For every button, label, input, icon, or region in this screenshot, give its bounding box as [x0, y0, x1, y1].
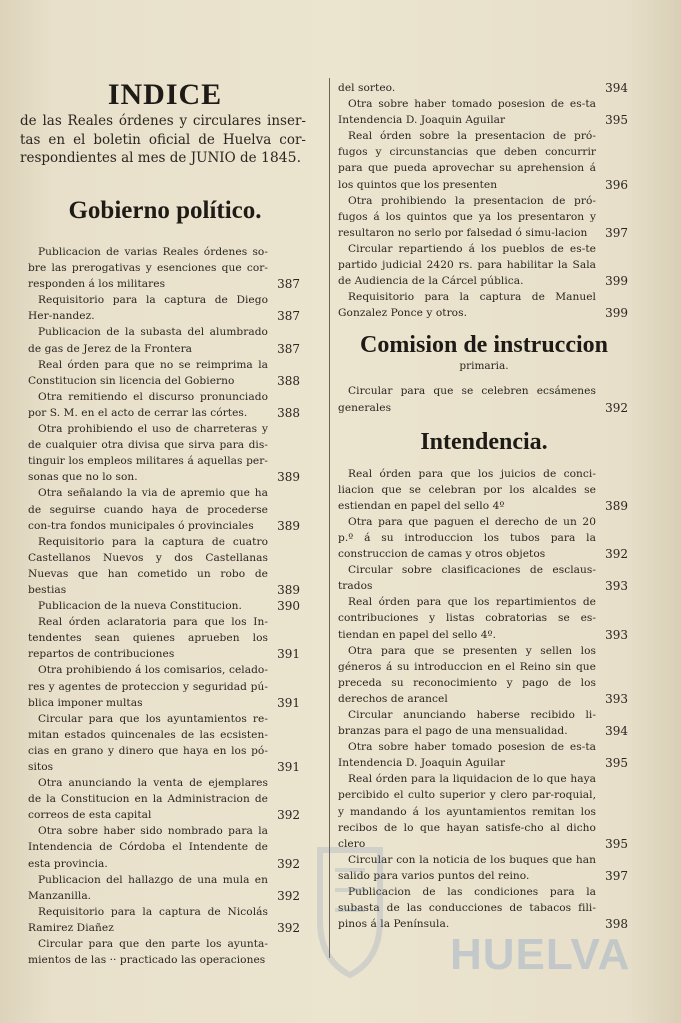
entry-page-number: 387: [277, 309, 300, 324]
entry-text: Circular sobre clasificaciones de esclaus-trados: [338, 564, 596, 593]
index-entry: [338, 739, 630, 771]
entry-text: Otra para que se presenten y sellen los géneros á su introduccion en el Reino sin que preceda su reconocimiento y pago de los derechos de arancel: [338, 644, 596, 705]
index-entry: [28, 614, 302, 662]
index-entry: [338, 241, 630, 289]
entry-text: Real órden para la liquidacion de lo que haya percibido el culto superior y clero par-roquial, y mandando á los ayuntamientos remitan los recibos de lo que hayan satisfe-cho al dicho clero: [338, 773, 596, 850]
entry-text: Real órden sobre la presentacion de pró-fugos y circunstancias que deben concurrir para que pueda aprovechar su aprehension á los quintos que los presenten: [338, 130, 596, 191]
entry-page-number: 395: [605, 113, 628, 128]
entry-text: Otra sobre haber tomado posesion de es-ta Intendencia D. Joaquin Aguilar: [338, 98, 596, 127]
index-entry: [28, 775, 302, 823]
entry-text: Otra sobre haber tomado posesion de es-ta Intendencia D. Joaquin Aguilar: [338, 741, 596, 770]
entry-page-number: 395: [605, 756, 628, 771]
subtitle-year: 1845.: [260, 150, 302, 166]
entry-page-number: 391: [277, 647, 300, 662]
index-entry: [338, 96, 630, 128]
entry-page-number: 389: [277, 518, 300, 533]
index-entry: [338, 514, 630, 562]
entry-page-number: 387: [277, 341, 300, 356]
index-entry: [338, 80, 630, 96]
subtitle-text: de las Reales órdenes y circulares inser-tas en el boletin oficial de Huelva cor-respondientes al mes de JUNIO de: [20, 113, 306, 166]
index-entry: [28, 534, 302, 598]
entry-text: Publicacion de varias Reales órdenes so-bre las prerogativas y esenciones que cor-responden á los militares: [28, 246, 268, 291]
left-column-entries: [28, 244, 302, 968]
entry-text: Circular para que se celebren ecsámenes generales: [338, 385, 596, 414]
index-entry: [28, 292, 302, 324]
entry-page-number: 389: [605, 498, 628, 513]
entry-text: Real órden aclaratoria para que los In-tendentes sean quienes aprueben los repartos de contribuciones: [28, 616, 268, 661]
comision-entries: [338, 383, 630, 415]
entry-page-number: 394: [605, 724, 628, 739]
section-title-intendencia: Intendencia.: [420, 428, 548, 455]
entry-text: Requisitorio para la captura de Diego Her-nandez.: [28, 294, 268, 323]
index-entry: [338, 128, 630, 192]
right-column-entries-top: [338, 80, 630, 321]
page-subtitle: [20, 112, 306, 168]
entry-page-number: 395: [605, 836, 628, 851]
index-entry: [28, 823, 302, 871]
entry-text: Circular repartiendo á los pueblos de es-te partido judicial 2420 rs. para habilitar la Sala de Audiencia de la Cárcel pública.: [338, 242, 596, 288]
entry-text: Otra prohibiendo á los comisarios, celado-res y agentes de proteccion y seguridad pú-blica imponer multas: [28, 664, 268, 709]
entry-page-number: 397: [605, 868, 628, 883]
index-entry: [28, 324, 302, 356]
entry-page-number: 392: [277, 856, 300, 871]
entry-page-number: 388: [277, 373, 300, 388]
entry-page-number: 393: [605, 691, 628, 706]
entry-text: Real órden para que los repartimientos de contribuciones y listas cobratorias se es-tiendan en papel del sello 4º.: [338, 596, 596, 641]
index-entry: [338, 466, 630, 514]
entry-page-number: 393: [605, 579, 628, 594]
index-entry: [28, 872, 302, 904]
index-entry: [338, 643, 630, 707]
index-entry: [28, 711, 302, 775]
section-subtitle-comision: primaria.: [459, 360, 509, 373]
entry-text: Publicacion del hallazgo de una mula en Manzanilla.: [28, 873, 268, 902]
entry-page-number: 392: [605, 547, 628, 562]
entry-page-number: 392: [277, 888, 300, 903]
entry-text: Otra para que paguen el derecho de un 20 p.º á su introduccion los tubos para la construccion de camas y otros objetos: [338, 515, 596, 561]
entry-page-number: 392: [277, 920, 300, 935]
index-entry: [338, 193, 630, 241]
index-entry: [28, 662, 302, 710]
entry-text: Otra prohibiendo la presentacion de pró-fugos á los quintos que ya los presentaron y resultaron no serlo por falsedad ó simu-lacion: [338, 194, 596, 239]
entry-page-number: 389: [277, 582, 300, 597]
entry-page-number: 396: [605, 177, 628, 192]
entry-page-number: 387: [277, 277, 300, 292]
index-entry: [338, 383, 630, 415]
index-entry: [338, 594, 630, 642]
right-column: [338, 80, 630, 932]
entry-text: Circular anunciando haberse recibido li-branzas para el pago de una mensualidad.: [338, 709, 596, 738]
entry-text: Otra sobre haber sido nombrado para la Intendencia de Córdoba el Intendente de esta provincia.: [28, 825, 268, 870]
index-entry: [28, 244, 302, 292]
entry-page-number: 388: [277, 405, 300, 420]
entry-page-number: 392: [605, 400, 628, 415]
entry-page-number: 399: [605, 306, 628, 321]
entry-text: Publicacion de la subasta del alumbrado de gas de Jerez de la Frontera: [28, 326, 268, 355]
entry-text: Circular para que den parte los ayunta-mientos de las ·· practicado las operaciones: [28, 938, 268, 967]
entry-text: Otra anunciando la venta de ejemplares de la Constitucion en la Administracion de correos de esta capital: [28, 777, 268, 822]
entry-page-number: 392: [277, 808, 300, 823]
entry-text: Requisitorio para la captura de cuatro Castellanos Nuevos y dos Castellanas Nuevas que han cometido un robo de bestias: [28, 535, 268, 596]
entry-text: Otra señalando la via de apremio que ha de seguirse cuando haya de procederse con-tra fondos municipales ó provinciales: [28, 487, 268, 532]
section-title-gobierno: Gobierno político.: [68, 197, 262, 224]
index-entry: [28, 904, 302, 936]
entry-text: Circular para que los ayuntamientos re-mitan estados quincenales de las ecsisten-cias en grano y dinero que haya en los pó-sitos: [28, 712, 268, 773]
entry-text: del sorteo.: [338, 82, 396, 94]
entry-text: Otra prohibiendo el uso de charreteras y de cualquier otra divisa que sirva para dis-tinguir los empleos militares á aquellas per-sonas que no lo son.: [28, 423, 268, 484]
entry-text: Real órden para que los juicios de conci-liacion que se celebran por los alcaldes se estiendan en papel del sello 4º: [338, 467, 596, 512]
entry-page-number: 389: [277, 470, 300, 485]
entry-text: Circular con la noticia de los buques que han salido para varios puntos del reino.: [338, 853, 596, 882]
page-title: INDICE: [107, 78, 223, 111]
entry-text: Otra remitiendo el discurso pronunciado por S. M. en el acto de cerrar las córtes.: [28, 390, 268, 419]
entry-page-number: 391: [277, 695, 300, 710]
watermark-text: HUELVA: [450, 930, 631, 979]
index-entry: [28, 485, 302, 533]
entry-page-number: 397: [605, 225, 628, 240]
index-entry: [338, 562, 630, 594]
index-entry: [338, 707, 630, 739]
entry-page-number: 393: [605, 627, 628, 642]
entry-text: Real órden para que no se reimprima la Constitucion sin licencia del Gobierno: [28, 358, 268, 387]
index-entry: [28, 598, 302, 614]
index-entry: [28, 357, 302, 389]
entry-text: Requisitorio para la captura de Nicolás Ramirez Diañez: [28, 905, 268, 934]
entry-text: Publicacion de la nueva Constitucion.: [38, 600, 242, 613]
entry-page-number: 390: [277, 599, 300, 614]
index-entry: [28, 421, 302, 485]
entry-page-number: 394: [605, 81, 628, 95]
section-title-comision: Comision de instruccion: [359, 332, 608, 359]
entry-page-number: 399: [605, 274, 628, 289]
index-entry: [28, 389, 302, 421]
entry-text: Publicacion de las condiciones para la subasta de las conducciones de tabacos fili-pinos á la Península.: [338, 886, 596, 931]
entry-page-number: 391: [277, 760, 300, 774]
column-divider: [329, 78, 330, 958]
entry-text: Requisitorio para la captura de Manuel Gonzalez Ponce y otros.: [338, 291, 596, 320]
index-entry: [28, 936, 302, 968]
index-entry: [338, 289, 630, 321]
entry-page-number: 398: [605, 917, 628, 932]
